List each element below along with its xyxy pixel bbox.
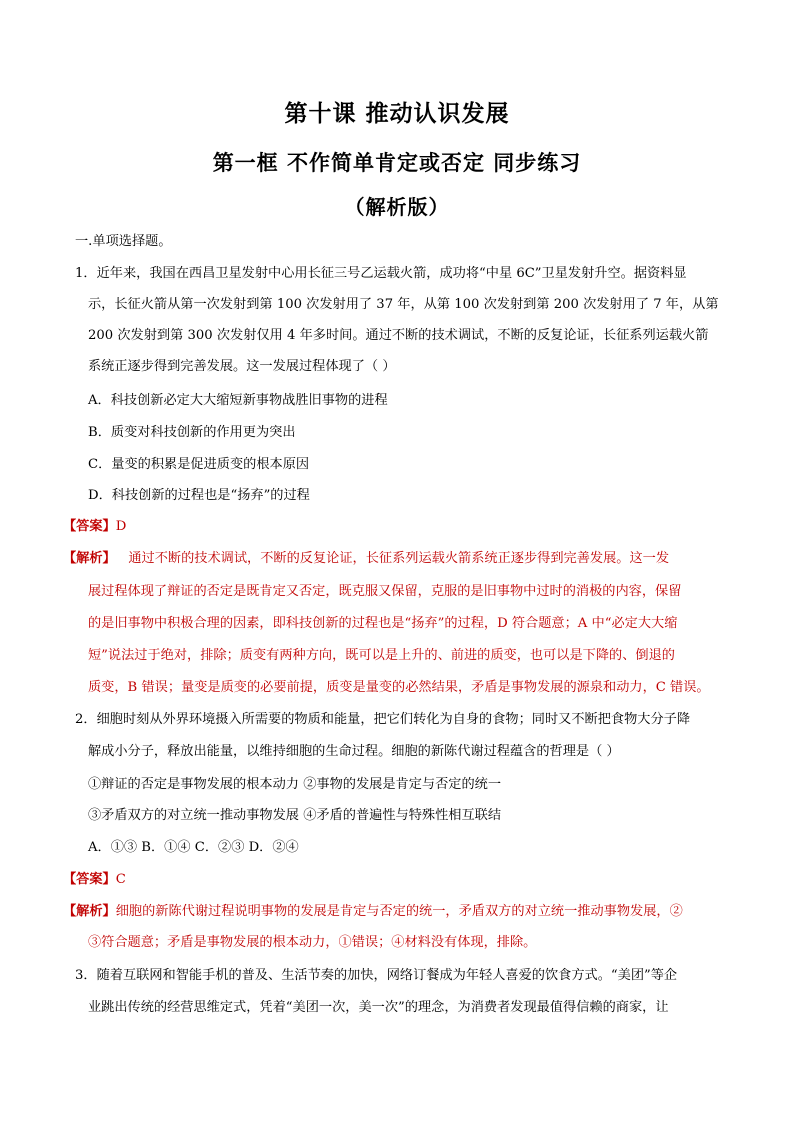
- q2-answer: [63, 871, 126, 889]
- section-title: 第一框 不作简单肯定或否定 同步练习: [212, 150, 582, 175]
- q1-stem-line: 200 次发射到第 300 次发射仅用 4 年多时间。通过不断的技术调试，不断的反复论证，长征系列运载火箭: [88, 328, 709, 343]
- q2-analysis-line: [63, 903, 683, 921]
- analysis-label: 【解析】: [63, 904, 116, 919]
- q2-statements-line: ③矛盾双方的对立统一推动事物发展 ④矛盾的普遍性与特殊性相互联结: [88, 808, 502, 823]
- q1-stem-line: 示，长征火箭从第一次发射到第 100 次发射用了 37 年，从第 100 次发射到第 200 次发射用了 7 年，从第: [88, 297, 719, 312]
- analysis-text: 细胞的新陈代谢过程说明事物的发展是肯定与否定的统一，矛盾双方的对立统一推动事物发展，②: [115, 904, 683, 919]
- q2-stem-line: 解成小分子，释放出能量，以维持细胞的生命过程。细胞的新陈代谢过程蕴含的哲理是（ ）: [88, 744, 620, 759]
- answer-value: C: [115, 872, 126, 887]
- q1-analysis-line: 短”说法过于绝对，排除；质变有两种方向，既可以是上升的、前进的质变，也可以是下降的、倒退的: [88, 648, 675, 663]
- q2-stem-line: 2．细胞时刻从外界环境摄入所需要的物质和能量，把它们转化为自身的食物；同时又不断把食物大分子降: [75, 712, 691, 727]
- edition-label: （解析版）: [344, 195, 450, 219]
- answer-value: D: [115, 519, 127, 534]
- q1-option-a: A．科技创新必定大大缩短新事物战胜旧事物的进程: [88, 393, 388, 408]
- q1-analysis-line: 的是旧事物中积极合理的因素，即科技创新的过程也是“扬弃”的过程，D 符合题意；A 中“必定大大缩: [88, 616, 678, 631]
- q1-analysis-line: 展过程体现了辩证的否定是既肯定又否定，既克服又保留，克服的是旧事物中过时的消极的内容，保留: [88, 584, 682, 599]
- lesson-title: 第十课 推动认识发展: [284, 100, 510, 127]
- q2-options: A．①③ B．①④ C．②③ D．②④: [88, 840, 299, 855]
- analysis-label: 【解析】: [63, 551, 116, 566]
- answer-label: 【答案】: [63, 872, 116, 887]
- q1-answer: [63, 518, 126, 536]
- section-heading: 一.单项选择题。: [75, 234, 172, 249]
- q2-analysis-line: ③符合题意；矛盾是事物发展的根本动力，①错误；④材料没有体现，排除。: [88, 935, 537, 950]
- q1-analysis-line: 质变，B 错误；量变是质变的必要前提，质变是量变的必然结果，矛盾是事物发展的源泉和动力，C 错误。: [88, 680, 710, 695]
- q1-analysis-line: [63, 550, 669, 568]
- q1-option-c: C．量变的积累是促进质变的根本原因: [88, 457, 310, 472]
- q1-stem-line: 1．近年来，我国在西昌卫星发射中心用长征三号乙运载火箭，成功将“中星 6C”卫星发射升空。据资料显: [75, 266, 687, 281]
- q1-option-d: D．科技创新的过程也是“扬弃”的过程: [88, 488, 310, 503]
- q3-stem-line: 业跳出传统的经营思维定式，凭着“美团一次，美一次”的理念，为消费者发现最值得信赖的商家，让: [88, 1000, 669, 1015]
- q1-stem-line: 系统正逐步得到完善发展。这一发展过程体现了（ ）: [88, 359, 396, 374]
- analysis-text: 通过不断的技术调试，不断的反复论证，长征系列运载火箭系统正逐步得到完善发展。这一发: [128, 551, 670, 566]
- answer-label: 【答案】: [63, 519, 116, 534]
- q2-statements-line: ①辩证的否定是事物发展的根本动力 ②事物的发展是肯定与否定的统一: [88, 777, 502, 792]
- q3-stem-line: 3．随着互联网和智能手机的普及、生活节奏的加快，网络订餐成为年轻人喜爱的饮食方式。“美团”等企: [75, 968, 678, 983]
- q1-option-b: B．质变对科技创新的作用更为突出: [88, 425, 296, 440]
